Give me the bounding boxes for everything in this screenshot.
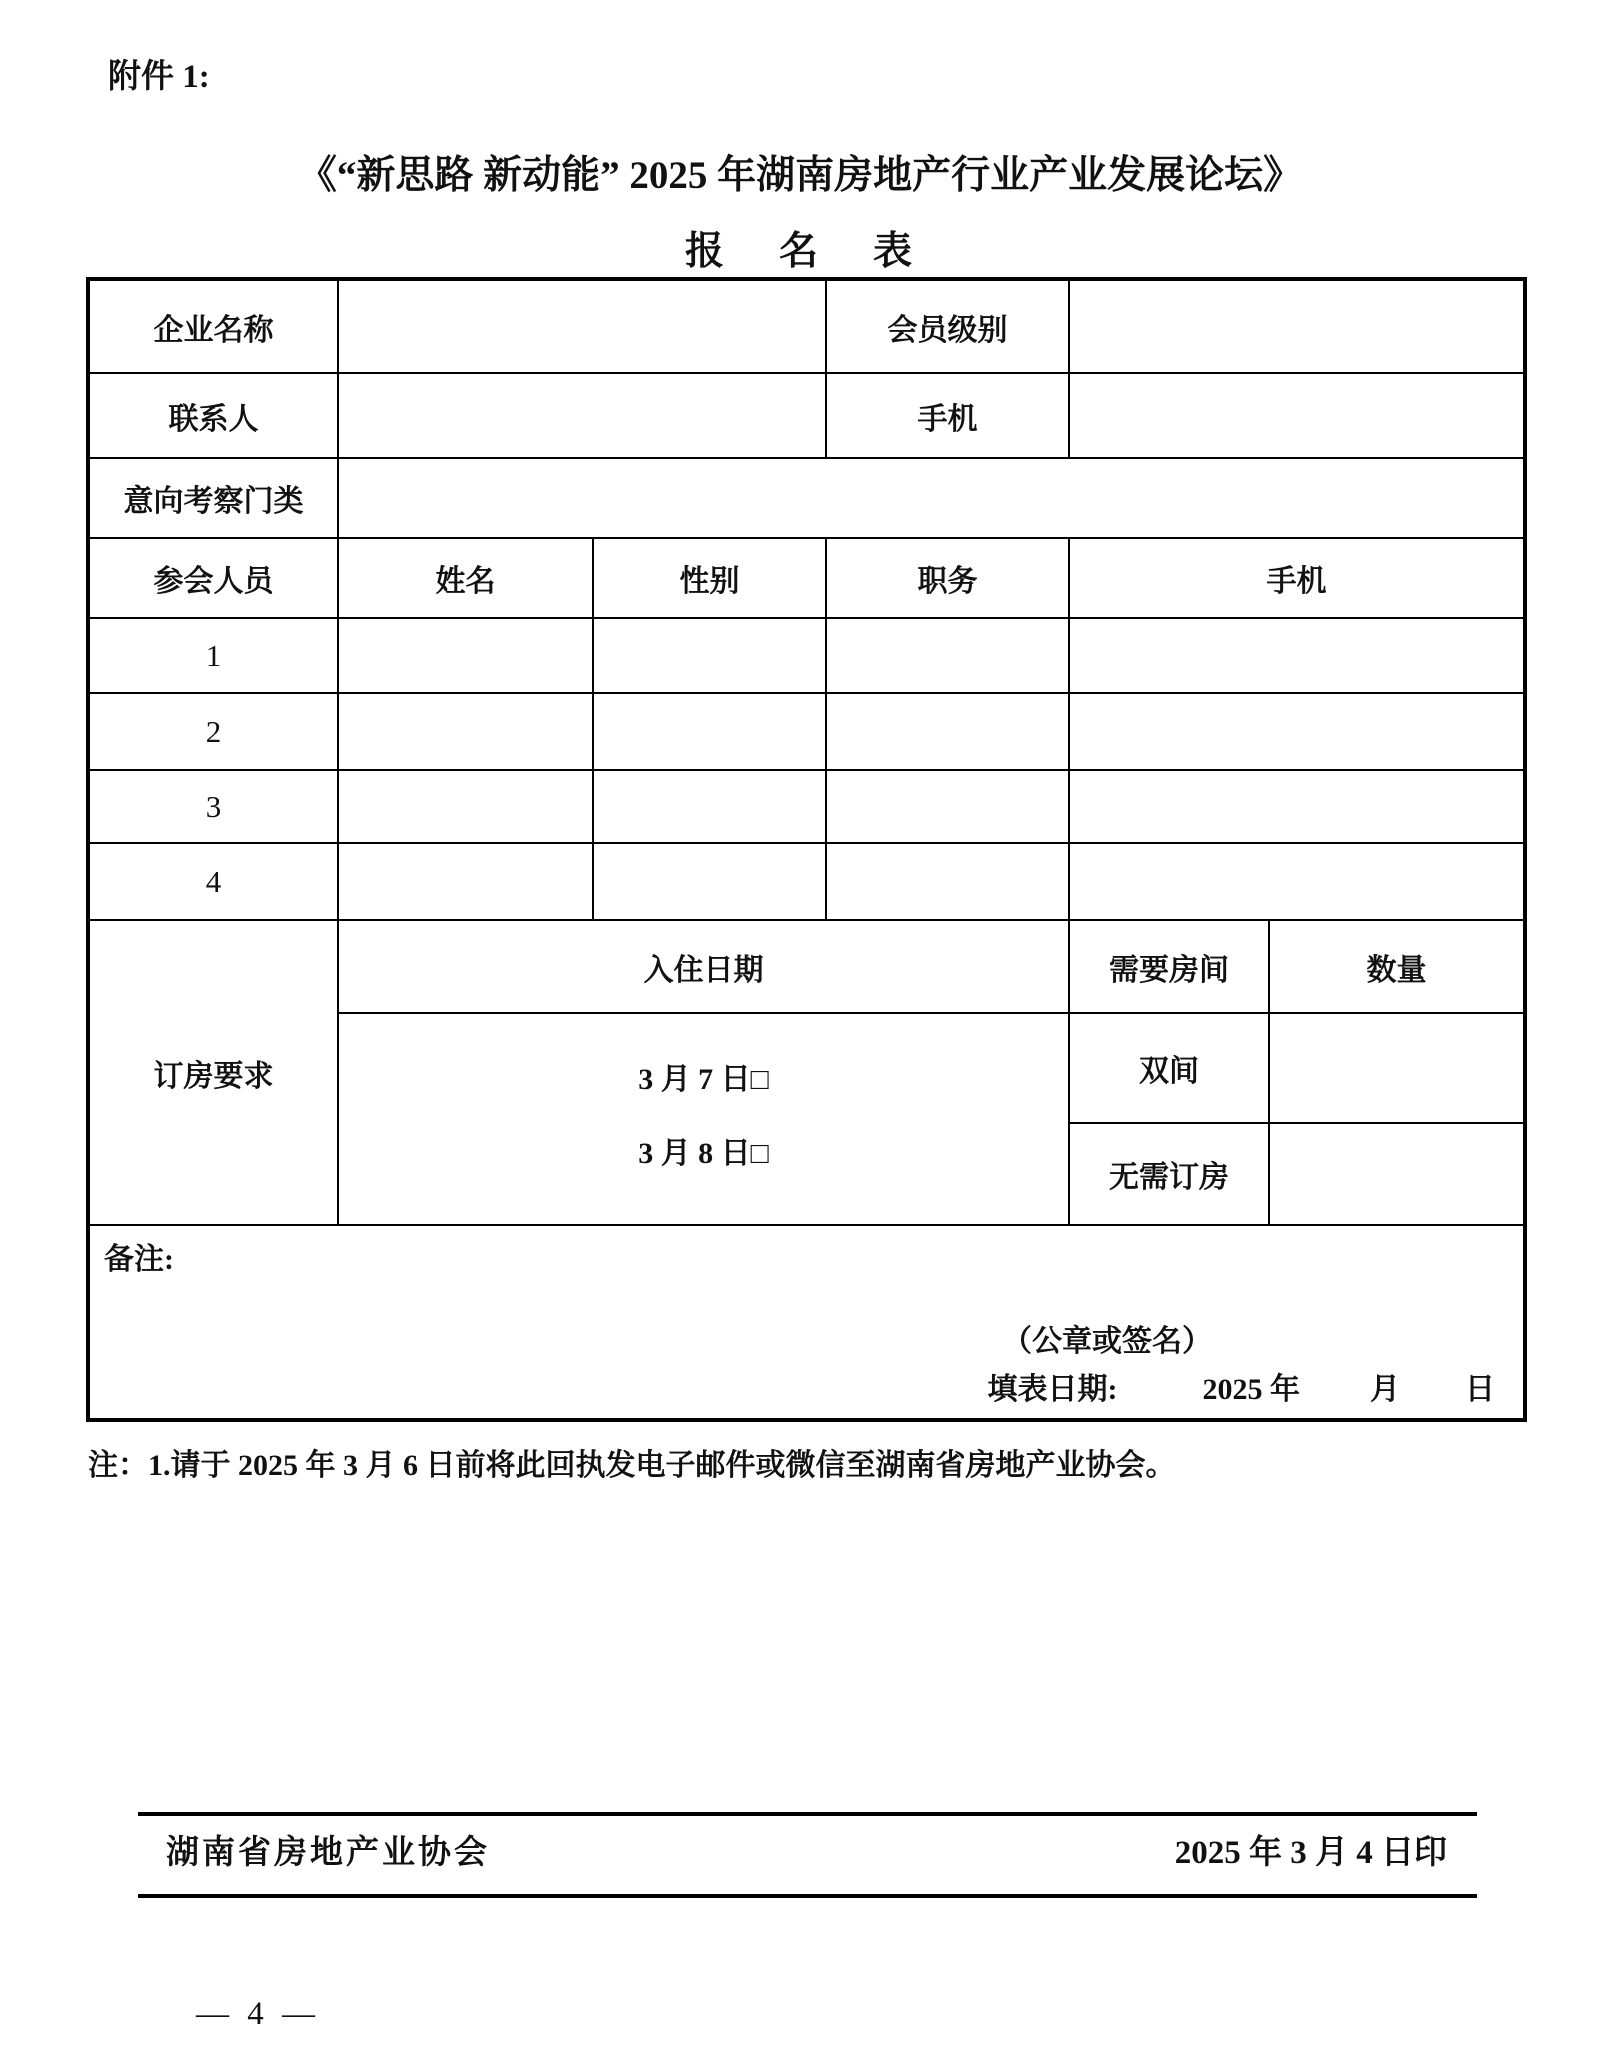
participants-header-phone: 手机	[1070, 539, 1523, 619]
contact-person-value-cell	[339, 374, 827, 459]
seal-or-signature-hint: （公章或签名）	[1002, 1325, 1212, 1358]
room-type-none: 无需订房	[1070, 1124, 1270, 1226]
room-type-double-qty-cell	[1270, 1014, 1523, 1124]
remarks-cell	[90, 1226, 1523, 1418]
footer-rule-top	[138, 1812, 1477, 1816]
participant-phone-cell	[1070, 844, 1523, 921]
participant-row-number: 1	[90, 619, 339, 694]
inspection-category-label: 意向考察门类	[90, 459, 339, 539]
fill-date-label: 填表日期:	[987, 1373, 1118, 1406]
member-level-label: 会员级别	[827, 281, 1070, 374]
quantity-header: 数量	[1270, 921, 1523, 1014]
participant-position-cell	[827, 771, 1070, 844]
participant-name-cell	[339, 771, 594, 844]
document-title: 《“新思路 新动能” 2025 年湖南房地产行业产业发展论坛》	[297, 154, 1303, 197]
contact-person-label: 联系人	[90, 374, 339, 459]
participant-name-cell	[339, 844, 594, 921]
participant-name-cell	[339, 619, 594, 694]
date-option-march-8: 3 月 8 日□	[638, 1137, 769, 1170]
fill-date-year: 2025 年	[1202, 1373, 1300, 1406]
contact-phone-value-cell	[1070, 374, 1523, 459]
inspection-category-value-cell	[339, 459, 1523, 539]
participant-phone-cell	[1070, 619, 1523, 694]
room-type-none-qty-cell	[1270, 1124, 1523, 1226]
print-date: 2025 年 3 月 4 日印	[1174, 1835, 1447, 1871]
participant-row-number: 2	[90, 694, 339, 771]
participant-phone-cell	[1070, 694, 1523, 771]
fill-date-row	[988, 1364, 1496, 1408]
fill-date-month: 月	[1370, 1373, 1400, 1406]
checkin-date-header: 入住日期	[339, 921, 1070, 1014]
registration-table	[86, 277, 1527, 1422]
participant-gender-cell	[594, 844, 827, 921]
participant-row-number: 4	[90, 844, 339, 921]
participants-header-label: 参会人员	[90, 539, 339, 619]
form-subtitle: 报 名 表	[684, 230, 920, 273]
date-option-march-7: 3 月 7 日□	[638, 1063, 769, 1096]
company-name-label: 企业名称	[90, 281, 339, 374]
checkin-date-options-cell	[339, 1014, 1070, 1226]
participants-header-gender: 性别	[594, 539, 827, 619]
participants-header-position: 职务	[827, 539, 1070, 619]
fill-date-day: 日	[1465, 1373, 1495, 1406]
member-level-value-cell	[1070, 281, 1523, 374]
issuing-organization: 湖南省房地产业协会	[166, 1835, 490, 1871]
participant-name-cell	[339, 694, 594, 771]
room-needed-header: 需要房间	[1070, 921, 1270, 1014]
participant-position-cell	[827, 619, 1070, 694]
room-type-double: 双间	[1070, 1014, 1270, 1124]
participant-row-number: 3	[90, 771, 339, 844]
participant-phone-cell	[1070, 771, 1523, 844]
remarks-label: 备注:	[104, 1243, 174, 1276]
footer-rule-bottom	[138, 1894, 1477, 1898]
company-name-value-cell	[339, 281, 827, 374]
page-number: — 4 —	[196, 1996, 320, 2032]
footer	[138, 1826, 1477, 1873]
attachment-label: 附件 1:	[108, 59, 210, 95]
participant-position-cell	[827, 844, 1070, 921]
participant-gender-cell	[594, 694, 827, 771]
booking-requirement-label: 订房要求	[90, 921, 339, 1226]
participant-position-cell	[827, 694, 1070, 771]
participants-header-name: 姓名	[339, 539, 594, 619]
participant-gender-cell	[594, 771, 827, 844]
contact-phone-label: 手机	[827, 374, 1070, 459]
footnote: 注：1.请于 2025 年 3 月 6 日前将此回执发电子邮件或微信至湖南省房地产业协会。	[88, 1449, 1176, 1482]
participant-gender-cell	[594, 619, 827, 694]
